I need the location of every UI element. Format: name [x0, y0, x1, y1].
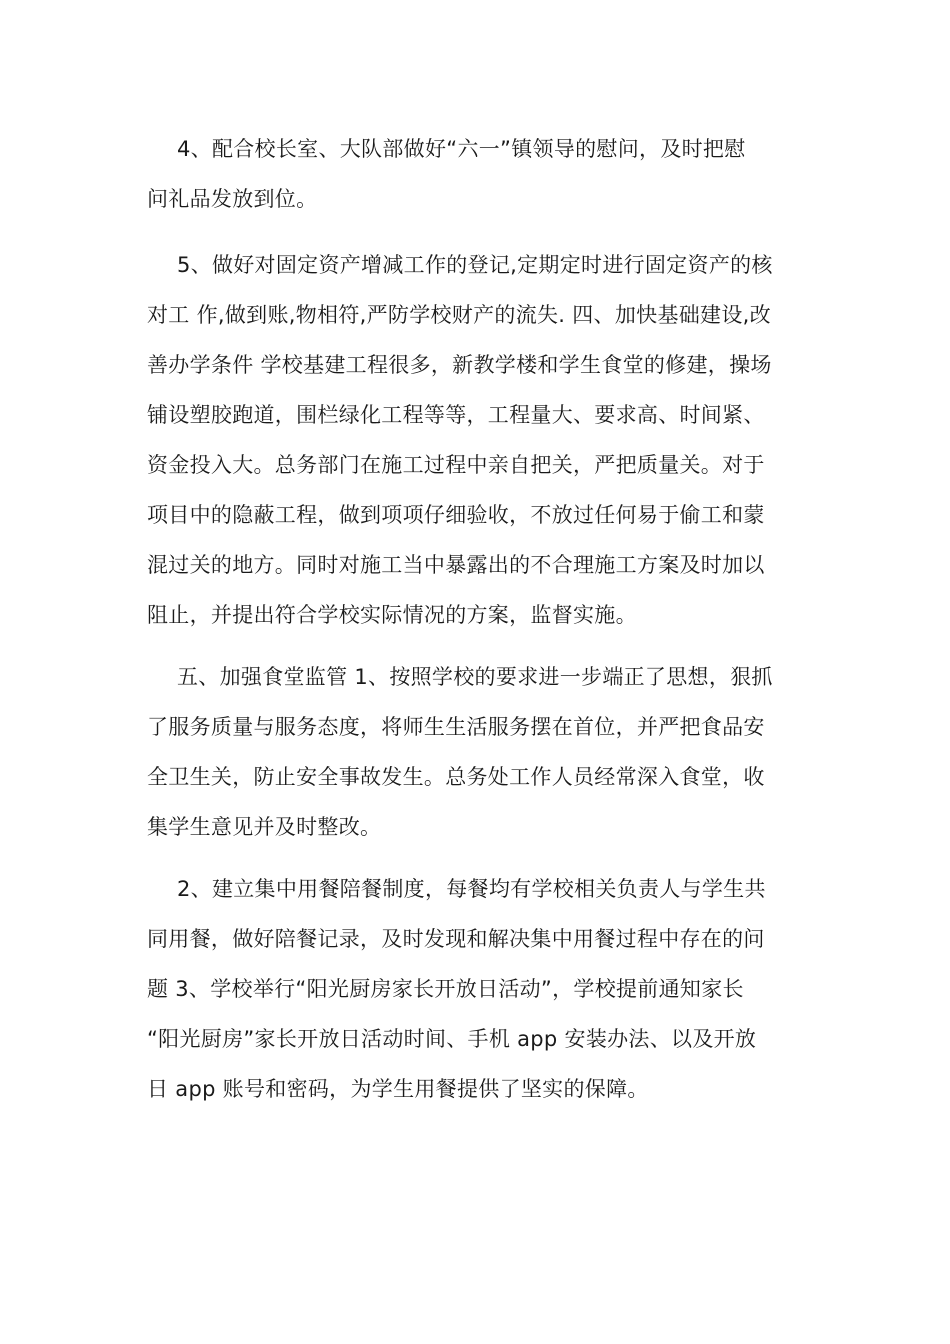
text-line: “阳光厨房”家长开放日活动时间、手机 app 安装办法、以及开放 — [147, 1027, 757, 1051]
text-line: 五、加强食堂监管 1、按照学校的要求进一步端正了思想，狠抓 — [177, 665, 773, 689]
text-line: 日 app 账号和密码，为学生用餐提供了坚实的保障。 — [147, 1077, 649, 1101]
text-line: 混过关的地方。同时对施工当中暴露出的不合理施工方案及时加以 — [147, 553, 765, 577]
text-line: 全卫生关，防止安全事故发生。总务处工作人员经常深入食堂，收 — [147, 765, 765, 789]
text-line: 问礼品发放到位。 — [147, 187, 318, 211]
text-line: 5、做好对固定资产增减工作的登记,定期定时进行固定资产的核 — [177, 253, 773, 277]
text-line: 资金投入大。总务部门在施工过程中亲自把关，严把质量关。对于 — [147, 453, 765, 477]
text-line: 铺设塑胶跑道，围栏绿化工程等等，工程量大、要求高、时间紧、 — [147, 403, 765, 427]
paragraph-3 — [147, 652, 807, 852]
paragraph-4 — [147, 864, 807, 1114]
text-line: 集学生意见并及时整改。 — [147, 815, 382, 839]
text-line: 同用餐，做好陪餐记录，及时发现和解决集中用餐过程中存在的问 — [147, 927, 765, 951]
text-line: 对工 作,做到账,物相符,严防学校财产的流失. 四、加快基础建设,改 — [147, 303, 771, 327]
paragraph-2 — [147, 240, 807, 640]
text-line: 2、建立集中用餐陪餐制度，每餐均有学校相关负责人与学生共 — [177, 877, 766, 901]
text-line: 阻止，并提出符合学校实际情况的方案，监督实施。 — [147, 603, 637, 627]
text-line: 项目中的隐蔽工程，做到项项仔细验收，不放过任何易于偷工和蒙 — [147, 503, 765, 527]
text-line: 了服务质量与服务态度，将师生生活服务摆在首位，并严把食品安 — [147, 715, 765, 739]
text-line: 4、配合校长室、大队部做好“六一”镇领导的慰问，及时把慰 — [177, 137, 746, 161]
paragraph-1 — [147, 124, 807, 224]
text-line: 善办学条件 学校基建工程很多，新教学楼和学生食堂的修建，操场 — [147, 353, 772, 377]
text-line: 题 3、学校举行“阳光厨房家长开放日活动”，学校提前通知家长 — [147, 977, 744, 1001]
